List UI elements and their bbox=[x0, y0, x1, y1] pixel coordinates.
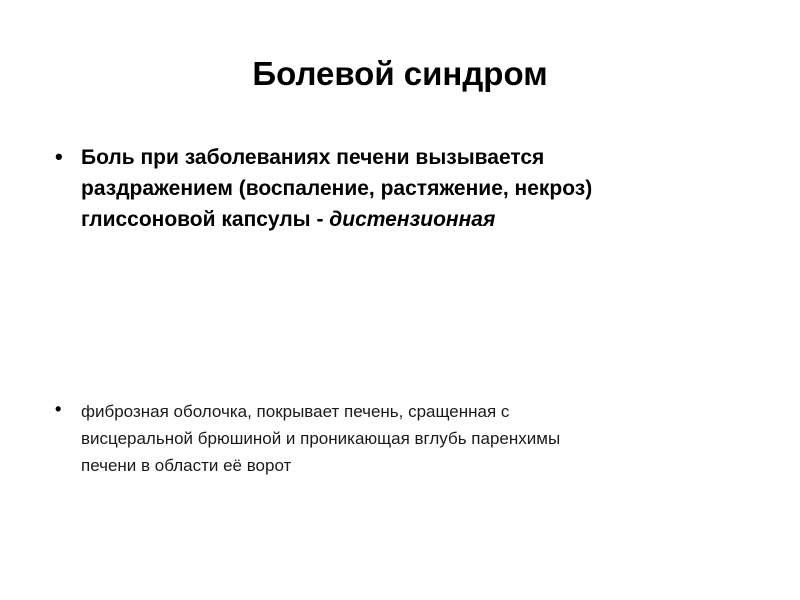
bullet-item-capsule-definition bbox=[55, 398, 755, 479]
bullet-icon: • bbox=[55, 144, 63, 169]
bullet-text bbox=[81, 398, 755, 479]
bullet-item-pain-cause bbox=[55, 142, 755, 235]
bullet-line: Боль при заболеваниях печени вызывается bbox=[81, 146, 545, 169]
bullet-text bbox=[81, 142, 755, 235]
bullet-line: висцеральной брюшиной и проникающая вглубь паренхимы bbox=[81, 429, 561, 448]
bullet-line: фиброзная оболочка, покрывает печень, сращенная с bbox=[81, 402, 510, 421]
pain-type-term: дистензионная bbox=[329, 208, 496, 231]
bullet-line: печени в области её ворот bbox=[81, 456, 292, 475]
bullet-line: раздражением (воспаление, растяжение, некроз) bbox=[81, 177, 593, 200]
bullet-icon: • bbox=[55, 399, 62, 419]
slide-title: Болевой синдром bbox=[252, 55, 548, 92]
bullet-line: глиссоновой капсулы - bbox=[81, 208, 330, 231]
